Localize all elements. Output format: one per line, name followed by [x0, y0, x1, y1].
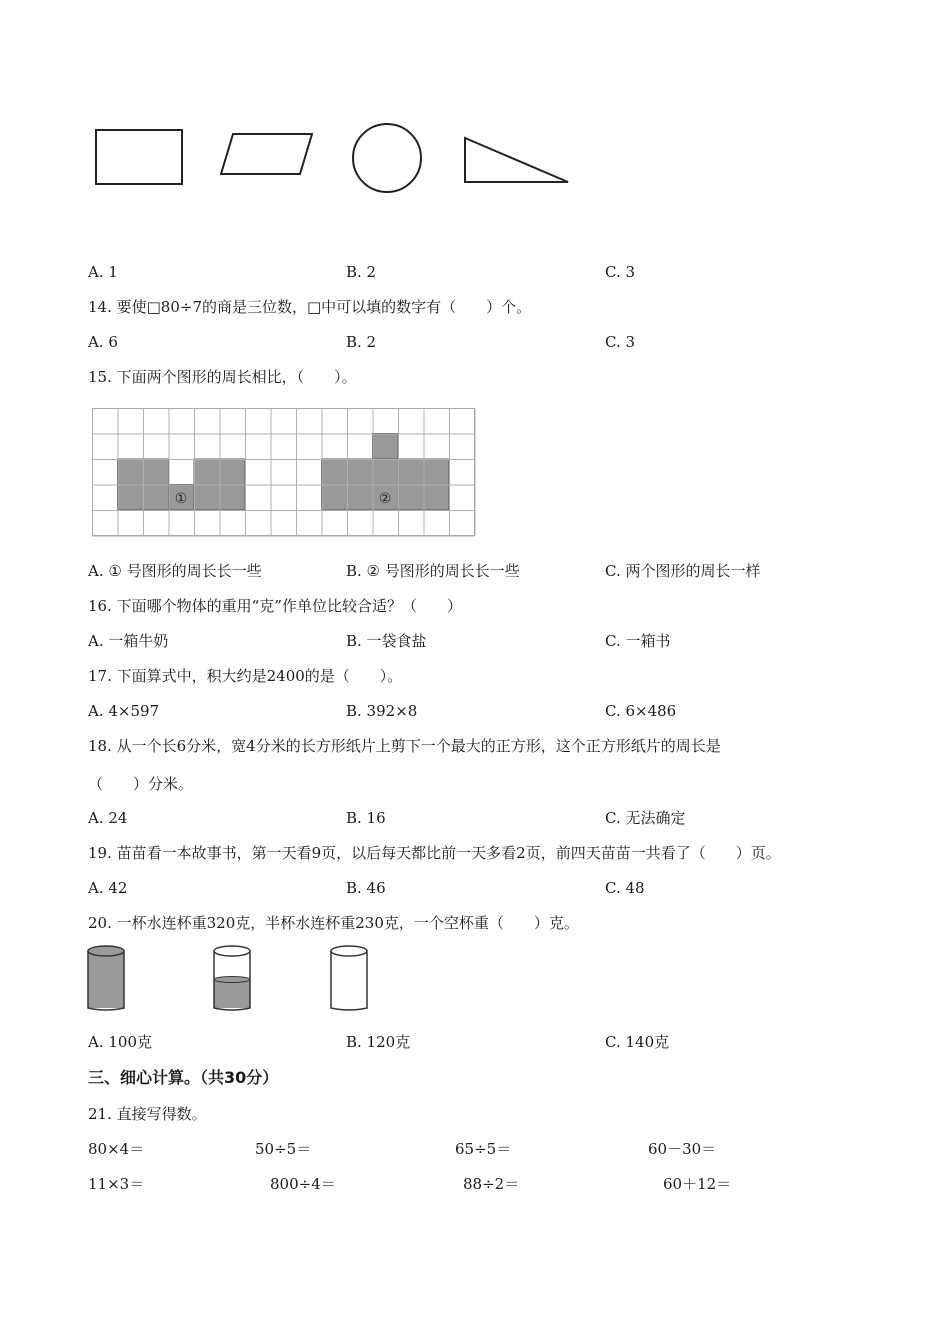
- cup-water: [214, 980, 250, 1009]
- q18-question-line2: （ ）分米。: [88, 775, 194, 793]
- q21-question: 21. 直接写得数。: [88, 1105, 207, 1123]
- q15-question: 15. 下面两个图形的周长相比，（ ）。: [88, 368, 357, 386]
- calc-item: 50÷5＝: [255, 1140, 312, 1158]
- q20-option-b[interactable]: B. 120克: [346, 1033, 411, 1051]
- q18-option-a[interactable]: A. 24: [88, 809, 128, 827]
- calc-item: 11×3＝: [88, 1175, 145, 1193]
- q16-option-a[interactable]: A. 一箱牛奶: [88, 632, 169, 650]
- cup-rim: [331, 946, 367, 956]
- figure-1-label: ①: [174, 491, 188, 507]
- calc-item: 88÷2＝: [463, 1175, 520, 1193]
- q19-option-a[interactable]: A. 42: [88, 879, 128, 897]
- q18-option-c[interactable]: C. 无法确定: [605, 809, 686, 827]
- figure-2-label: ②: [378, 491, 392, 507]
- q20-cups-figure: [80, 940, 390, 1020]
- calc-item: 60－30＝: [648, 1140, 717, 1158]
- q15-option-b[interactable]: B. ② 号图形的周长长一些: [346, 562, 520, 580]
- q17-option-b[interactable]: B. 392×8: [346, 702, 418, 720]
- cup-rim: [88, 946, 124, 956]
- q13-option-b[interactable]: B. 2: [346, 263, 377, 281]
- calc-item: 65÷5＝: [455, 1140, 512, 1158]
- parallelogram-shape: [221, 134, 312, 174]
- q13-option-a[interactable]: A. 1: [88, 263, 118, 281]
- q14-option-c[interactable]: C. 3: [605, 333, 636, 351]
- q14-question: 14. 要使□80÷7的商是三位数，□中可以填的数字有（ ）个。: [88, 298, 532, 316]
- q19-option-c[interactable]: C. 48: [605, 879, 645, 897]
- q20-question: 20. 一杯水连杯重320克，半杯水连杯重230克，一个空杯重（ ）克。: [88, 914, 579, 932]
- q18-question-line1: 18. 从一个长6分米，宽4分米的长方形纸片上剪下一个最大的正方形，这个正方形纸片的周长是: [88, 737, 721, 755]
- q14-option-a[interactable]: A. 6: [88, 333, 118, 351]
- q17-question: 17. 下面算式中，积大约是2400的是（ ）。: [88, 667, 403, 685]
- cup-water-surface: [214, 977, 250, 983]
- cup-full: [88, 946, 124, 1010]
- q16-option-c[interactable]: C. 一箱书: [605, 632, 671, 650]
- q17-option-c[interactable]: C. 6×486: [605, 702, 677, 720]
- circle-shape: [353, 124, 421, 192]
- cup-water: [88, 951, 124, 1008]
- triangle-shape: [465, 138, 568, 182]
- q17-option-a[interactable]: A. 4×597: [88, 702, 160, 720]
- q15-option-a[interactable]: A. ① 号图形的周长长一些: [88, 562, 262, 580]
- section-3-heading: 三、细心计算。（共30分）: [88, 1068, 279, 1087]
- q20-option-a[interactable]: A. 100克: [88, 1033, 152, 1051]
- q16-question: 16. 下面哪个物体的重用“克”作单位比较合适？（ ）: [88, 597, 462, 615]
- calc-item: 60＋12＝: [663, 1175, 732, 1193]
- q13-option-c[interactable]: C. 3: [605, 263, 636, 281]
- q18-option-b[interactable]: B. 16: [346, 809, 386, 827]
- cup-empty: [331, 946, 367, 1010]
- q16-option-b[interactable]: B. 一袋食盐: [346, 632, 427, 650]
- q15-grid-figure: [92, 408, 478, 538]
- q19-question: 19. 苗苗看一本故事书，第一天看9页，以后每天都比前一天多看2页，前四天苗苗一共看了（ ）页。: [88, 844, 781, 862]
- rectangle-shape: [96, 130, 182, 184]
- calc-item: 80×4＝: [88, 1140, 145, 1158]
- q20-option-c[interactable]: C. 140克: [605, 1033, 670, 1051]
- q15-option-c[interactable]: C. 两个图形的周长一样: [605, 562, 761, 580]
- q19-option-b[interactable]: B. 46: [346, 879, 386, 897]
- cup-body: [331, 951, 367, 1010]
- q13-shapes: [90, 118, 590, 208]
- cup-half: [214, 946, 250, 1010]
- calc-item: 800÷4＝: [270, 1175, 336, 1193]
- q14-option-b[interactable]: B. 2: [346, 333, 377, 351]
- cup-rim: [214, 946, 250, 956]
